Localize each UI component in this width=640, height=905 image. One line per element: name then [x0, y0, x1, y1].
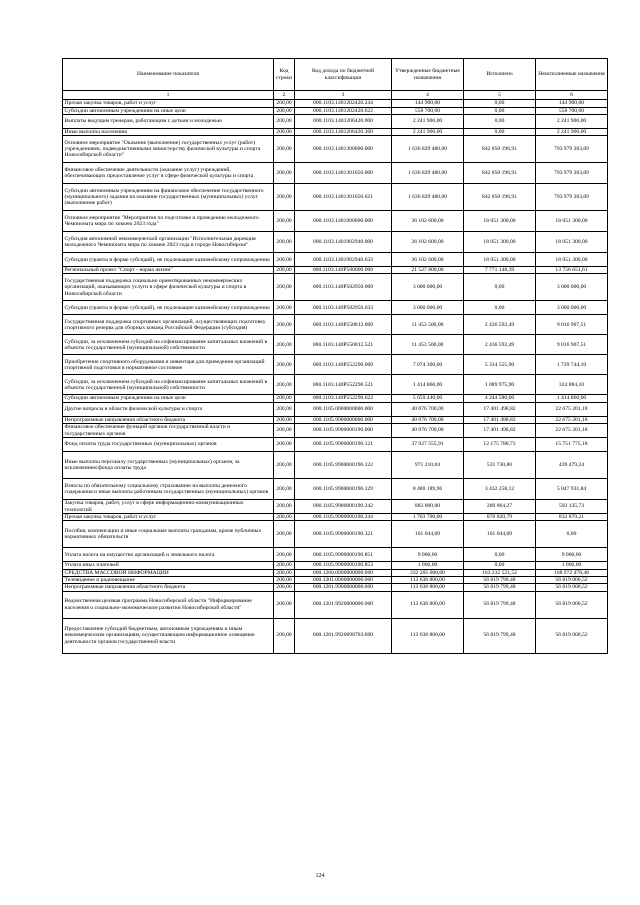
row-unexecuted: 18 051 300,00 — [536, 253, 608, 267]
row-approved: 37 927 555,91 — [392, 438, 464, 452]
row-line-code: 200,00 — [274, 274, 295, 301]
row-approved: 1 636 829 480,00 — [392, 163, 464, 184]
row-approved: 11 453 500,00 — [392, 335, 464, 355]
budget-execution-table — [62, 58, 608, 654]
row-budget-code: 000.1201.9900000000.000 — [295, 584, 392, 591]
row-approved: 101 044,09 — [392, 521, 464, 548]
row-line-code: 200,00 — [274, 375, 295, 395]
row-executed: 842 850 196,91 — [464, 184, 536, 211]
row-line-code: 200,00 — [274, 402, 295, 416]
row-executed: 18 051 300,00 — [464, 253, 536, 267]
table-row — [63, 618, 608, 653]
row-line-code: 200,00 — [274, 184, 295, 211]
row-line-code: 200,00 — [274, 438, 295, 452]
row-approved: 144 900,00 — [392, 100, 464, 107]
row-unexecuted: 56 819 000,52 — [536, 584, 608, 591]
row-line-code: 200,00 — [274, 479, 295, 500]
row-line-code: 200,00 — [274, 618, 295, 653]
table-row — [63, 232, 608, 253]
row-budget-code: 000.1201.9920098703.000 — [295, 618, 392, 653]
row-name: Непрограммные направления областного бюджета — [63, 584, 274, 591]
table-body — [63, 100, 608, 653]
row-unexecuted: 1 739 744,10 — [536, 355, 608, 375]
row-executed: 5 334 555,90 — [464, 355, 536, 375]
row-executed: 289 864,27 — [464, 500, 536, 514]
column-number: 2 — [274, 91, 295, 100]
row-unexecuted: 558 700,00 — [536, 107, 608, 114]
row-executed: 18 051 300,00 — [464, 211, 536, 232]
row-executed: 17 401 498,82 — [464, 424, 536, 438]
row-executed: 2 436 592,49 — [464, 335, 536, 355]
row-executed: 56 819 799,48 — [464, 576, 536, 583]
table-row — [63, 253, 608, 267]
row-name: Прочая закупка товаров, работ и услуг — [63, 100, 274, 107]
table-row — [63, 274, 608, 301]
column-number: 5 — [464, 91, 536, 100]
row-unexecuted: 793 979 283,09 — [536, 184, 608, 211]
row-executed: 56 819 799,48 — [464, 618, 536, 653]
row-approved: 36 102 600,00 — [392, 211, 464, 232]
row-budget-code: 000.1105.9900000190.851 — [295, 548, 392, 562]
row-budget-code: 000.1103.140P552290.000 — [295, 355, 392, 375]
row-unexecuted: 0,00 — [536, 521, 608, 548]
row-name: Закупка товаров, работ, услуг в сфере информационно-коммуникационных технологий — [63, 500, 274, 514]
table-row — [63, 452, 608, 479]
row-line-code: 200,00 — [274, 163, 295, 184]
row-line-code: 200,00 — [274, 562, 295, 569]
row-name: Пособия, компенсации и иные социальные выплаты гражданам, кроме публичных нормативных обязательств — [63, 521, 274, 548]
row-line-code: 200,00 — [274, 395, 295, 402]
row-name: Другие вопросы в области физической культуры и спорта — [63, 402, 274, 416]
row-budget-code: 000.1103.1401202420.244 — [295, 100, 392, 107]
column-number: 4 — [392, 91, 464, 100]
row-executed: 1 089 975,90 — [464, 375, 536, 395]
row-budget-code: 000.1105.9900000190.853 — [295, 562, 392, 569]
row-approved: 5 659 440,00 — [392, 395, 464, 402]
row-approved: 3 000 000,00 — [392, 301, 464, 315]
row-budget-code: 000.1105.9900000000.000 — [295, 416, 392, 423]
row-line-code: 200,00 — [274, 232, 295, 253]
row-unexecuted: 793 979 283,09 — [536, 163, 608, 184]
row-budget-code: 000.1103.140P550812.521 — [295, 335, 392, 355]
table-row — [63, 500, 608, 514]
row-approved: 9 000,00 — [392, 548, 464, 562]
row-budget-code: 000.1103.140P502950.633 — [295, 301, 392, 315]
table-row — [63, 163, 608, 184]
row-approved: 1 703 700,00 — [392, 514, 464, 521]
row-executed: 18 051 300,00 — [464, 232, 536, 253]
row-unexecuted: 22 675 201,18 — [536, 402, 608, 416]
row-unexecuted: 22 675 201,18 — [536, 424, 608, 438]
row-approved: 40 076 700,00 — [392, 416, 464, 423]
page-number: 124 — [315, 873, 325, 879]
row-line-code: 200,00 — [274, 514, 295, 521]
row-budget-code: 000.1103.140P552290.622 — [295, 395, 392, 402]
table-row — [63, 211, 608, 232]
column-number: 1 — [63, 91, 274, 100]
header-budget-code: Код дохода по бюджетной классификации — [295, 59, 392, 91]
row-executed: 0,00 — [464, 107, 536, 114]
table-row — [63, 416, 608, 423]
row-approved: 1 636 829 480,00 — [392, 136, 464, 163]
table-row — [63, 114, 608, 128]
table-row — [63, 375, 608, 395]
table-row — [63, 514, 608, 521]
table-row — [63, 267, 608, 274]
table-row — [63, 100, 608, 107]
row-unexecuted: 793 979 283,09 — [536, 136, 608, 163]
row-budget-code: 000.1103.140P502950.000 — [295, 274, 392, 301]
row-line-code: 200,00 — [274, 521, 295, 548]
row-line-code: 200,00 — [274, 591, 295, 618]
table-row — [63, 355, 608, 375]
row-approved: 3 000 000,00 — [392, 274, 464, 301]
row-unexecuted: 1 414 860,00 — [536, 395, 608, 402]
row-name: СРЕДСТВА МАССОВОЙ ИНФОРМАЦИИ — [63, 569, 274, 576]
table-row — [63, 576, 608, 583]
row-name: Взносы по обязательному социальному страхованию на выплаты денежного содержания и иные выплаты работникам государственных (муниципальных) органов — [63, 479, 274, 500]
table-row — [63, 569, 608, 576]
row-executed: 101 044,09 — [464, 521, 536, 548]
row-approved: 7 074 300,00 — [392, 355, 464, 375]
row-line-code: 200,00 — [274, 548, 295, 562]
row-name: Ведомственная целевая программа Новосибирской области "Информирование населения о социально-экономическом развитии Новосибирской области" — [63, 591, 274, 618]
row-name: Телевидение и радиовещание — [63, 576, 274, 583]
row-budget-code: 000.1105.9900000190.122 — [295, 452, 392, 479]
row-executed: 0,00 — [464, 301, 536, 315]
table-row — [63, 184, 608, 211]
row-name: Государственная поддержка спортивных организаций, осуществляющих подготовку спортивного резерва для сборных команд Российской Федерации (субсидия) — [63, 315, 274, 335]
row-executed: 163 232 521,52 — [464, 569, 536, 576]
column-number: 6 — [536, 91, 608, 100]
row-budget-code: 000.1105.9900000190.129 — [295, 479, 392, 500]
row-line-code: 200,00 — [274, 114, 295, 128]
row-budget-code: 000.1103.1401206420.360 — [295, 128, 392, 135]
row-budget-code: 000.1103.1401202420.622 — [295, 107, 392, 114]
row-unexecuted: 15 751 775,18 — [536, 438, 608, 452]
header-approved: Утвержденные бюджетные назначения — [392, 59, 464, 91]
row-approved: 1 414 860,00 — [392, 375, 464, 395]
row-approved: 36 102 600,00 — [392, 253, 464, 267]
row-executed: 531 730,80 — [464, 452, 536, 479]
row-line-code: 200,00 — [274, 424, 295, 438]
row-approved: 11 453 500,00 — [392, 315, 464, 335]
row-name: Финансовое обеспечение функций органов государственной власти и государственных органов — [63, 424, 274, 438]
table-row — [63, 438, 608, 452]
row-name: Предоставление субсидий бюджетным, автономным учреждениям и иным некоммерческим организациям, осуществляющим информационное освещение деятельности органов государственной власти — [63, 618, 274, 653]
row-budget-code: 000.1105.9900000190.121 — [295, 438, 392, 452]
row-executed: 0,00 — [464, 128, 536, 135]
row-executed: 0,00 — [464, 548, 536, 562]
row-unexecuted: 5 047 931,84 — [536, 479, 608, 500]
row-budget-code: 000.1105.9900000190.242 — [295, 500, 392, 514]
row-executed: 0,00 — [464, 562, 536, 569]
row-unexecuted: 56 819 000,52 — [536, 576, 608, 583]
row-name: Уплата налога на имущество организаций и земельного налога — [63, 548, 274, 562]
row-executed: 17 401 498,82 — [464, 416, 536, 423]
row-name: Субсидия автономной некоммерческой организации "Исполнительная дирекция молодежного Чемпионата мира по хоккею 2023 года в городе Новосибирске" — [63, 232, 274, 253]
column-number: 3 — [295, 91, 392, 100]
row-executed: 870 820,79 — [464, 514, 536, 521]
table-row — [63, 548, 608, 562]
row-approved: 113 638 800,00 — [392, 591, 464, 618]
row-unexecuted: 56 819 000,52 — [536, 591, 608, 618]
row-approved: 40 076 700,00 — [392, 424, 464, 438]
row-approved: 332 205 000,00 — [392, 569, 464, 576]
row-unexecuted: 832 879,21 — [536, 514, 608, 521]
row-budget-code: 000.1105.0000000000.000 — [295, 402, 392, 416]
row-line-code: 200,00 — [274, 267, 295, 274]
row-budget-code: 000.1103.1401206420.000 — [295, 114, 392, 128]
table-row — [63, 424, 608, 438]
row-budget-code: 000.1103.140P552290.521 — [295, 375, 392, 395]
row-approved: 8 480 189,96 — [392, 479, 464, 500]
row-unexecuted: 56 819 000,52 — [536, 618, 608, 653]
row-budget-code: 000.1105.9900000190.000 — [295, 424, 392, 438]
row-budget-code: 000.1103.1401900000.000 — [295, 211, 392, 232]
row-executed: 17 401 498,82 — [464, 402, 536, 416]
row-unexecuted: 2 241 900,00 — [536, 128, 608, 135]
row-name: Субсидии автономным учреждениям на иные цели — [63, 107, 274, 114]
row-name: Непрограммные направления областного бюджета — [63, 416, 274, 423]
row-unexecuted: 9 016 907,51 — [536, 335, 608, 355]
header-unexecuted: Неисполненные назначения — [536, 59, 608, 91]
row-executed: 0,00 — [464, 274, 536, 301]
row-budget-code: 000.1103.1401301050.621 — [295, 184, 392, 211]
row-approved: 21 527 800,00 — [392, 267, 464, 274]
table-row — [63, 301, 608, 315]
row-unexecuted: 439 479,24 — [536, 452, 608, 479]
row-line-code: 200,00 — [274, 107, 295, 114]
row-unexecuted: 18 051 300,00 — [536, 232, 608, 253]
row-budget-code: 000.1201.0000000000.000 — [295, 576, 392, 583]
row-name: Государственная поддержка социально ориентированных некоммерческих организаций, оказывающих услуги в сфере физической культуры и спорта в Новосибирской области — [63, 274, 274, 301]
row-approved: 36 102 600,00 — [392, 232, 464, 253]
row-executed: 56 819 799,48 — [464, 584, 536, 591]
row-executed: 12 175 780,73 — [464, 438, 536, 452]
row-budget-code: 000.1103.1401301050.000 — [295, 163, 392, 184]
row-name: Субсидии (гранты в форме субсидий), не подлежащие казначейскому сопровождению — [63, 301, 274, 315]
row-approved: 113 638 800,00 — [392, 584, 464, 591]
row-line-code: 200,00 — [274, 315, 295, 335]
row-name: Фонд оплаты труда государственных (муниципальных) органов — [63, 438, 274, 452]
row-line-code: 200,00 — [274, 452, 295, 479]
row-line-code: 200,00 — [274, 584, 295, 591]
row-unexecuted: 324 884,10 — [536, 375, 608, 395]
row-unexecuted: 18 051 300,00 — [536, 211, 608, 232]
row-line-code: 200,00 — [274, 500, 295, 514]
row-name: Субсидии автономным учреждениям на финансовое обеспечение государственного (муниципального) задания на оказание государственных (муниципальных) услуг (выполнение работ) — [63, 184, 274, 211]
table-row — [63, 315, 608, 335]
row-approved: 113 638 800,00 — [392, 618, 464, 653]
row-executed: 842 850 196,91 — [464, 163, 536, 184]
row-unexecuted: 593 135,73 — [536, 500, 608, 514]
row-executed: 56 819 799,48 — [464, 591, 536, 618]
row-line-code: 200,00 — [274, 576, 295, 583]
row-executed: 0,00 — [464, 114, 536, 128]
row-line-code: 200,00 — [274, 128, 295, 135]
row-name: Уплата иных платежей — [63, 562, 274, 569]
row-line-code: 200,00 — [274, 301, 295, 315]
row-unexecuted: 13 756 651,61 — [536, 267, 608, 274]
table-row — [63, 395, 608, 402]
row-unexecuted: 3 000 000,00 — [536, 274, 608, 301]
row-name: Иные выплаты персоналу государственных (муниципальных) органов, за исключением фонда оплаты труда — [63, 452, 274, 479]
row-line-code: 200,00 — [274, 355, 295, 375]
row-budget-code: 000.1105.9900000190.321 — [295, 521, 392, 548]
row-executed: 842 850 196,91 — [464, 136, 536, 163]
row-name: Прочая закупка товаров, работ и услуг — [63, 514, 274, 521]
row-approved: 971 210,04 — [392, 452, 464, 479]
table-row — [63, 584, 608, 591]
report-sheet — [62, 58, 608, 654]
row-executed: 2 436 592,49 — [464, 315, 536, 335]
row-name: Основное мероприятие "Мероприятия по подготовке и проведению молодежного Чемпионата мира по хоккею 2023 года" — [63, 211, 274, 232]
row-unexecuted: 3 000 000,00 — [536, 301, 608, 315]
row-executed: 3 432 258,12 — [464, 479, 536, 500]
row-unexecuted: 144 900,00 — [536, 100, 608, 107]
row-line-code: 200,00 — [274, 211, 295, 232]
header-row — [63, 59, 608, 91]
header-line-code: Код строки — [274, 59, 295, 91]
row-line-code: 200,00 — [274, 416, 295, 423]
table-row — [63, 479, 608, 500]
row-approved: 2 241 900,00 — [392, 128, 464, 135]
row-line-code: 200,00 — [274, 569, 295, 576]
header-indicator-name: Наименование показателя — [63, 59, 274, 91]
row-budget-code: 000.1201.9920000000.000 — [295, 591, 392, 618]
table-row — [63, 107, 608, 114]
row-name: Финансовое обеспечение деятельности (оказание услуг) учреждений, обеспечивающих предоставление услуг в сфере физической культуры и спорта — [63, 163, 274, 184]
row-line-code: 200,00 — [274, 253, 295, 267]
row-name: Иные выплаты населению — [63, 128, 274, 135]
table-row — [63, 335, 608, 355]
row-name: Основное мероприятие "Оказание (выполнение) государственных услуг (работ) учреждениями, подведомственными министерству физической культуры и спорта Новосибирской области" — [63, 136, 274, 163]
row-executed: 7 771 148,39 — [464, 267, 536, 274]
row-approved: 1 636 829 480,00 — [392, 184, 464, 211]
row-budget-code: 000.1200.0000000000.000 — [295, 569, 392, 576]
row-unexecuted: 1 000,00 — [536, 562, 608, 569]
row-approved: 40 076 700,00 — [392, 402, 464, 416]
row-unexecuted: 9 000,00 — [536, 548, 608, 562]
row-budget-code: 000.1103.140P500000.000 — [295, 267, 392, 274]
row-executed: 4 244 580,00 — [464, 395, 536, 402]
table-row — [63, 562, 608, 569]
row-unexecuted: 2 241 900,00 — [536, 114, 608, 128]
row-name: Региональный проект "Спорт - норма жизни" — [63, 267, 274, 274]
row-name: Субсидии автономным учреждениям на иные цели — [63, 395, 274, 402]
row-unexecuted: 9 016 907,51 — [536, 315, 608, 335]
table-row — [63, 591, 608, 618]
row-name: Субсидии, за исключением субсидий на софинансирование капитальных вложений в объекты государственной (муниципальной) собственности — [63, 335, 274, 355]
row-unexecuted: 168 972 478,48 — [536, 569, 608, 576]
row-line-code: 200,00 — [274, 100, 295, 107]
row-budget-code: 000.1103.140P550812.000 — [295, 315, 392, 335]
row-approved: 113 638 800,00 — [392, 576, 464, 583]
row-approved: 883 000,00 — [392, 500, 464, 514]
row-line-code: 200,00 — [274, 136, 295, 163]
table-row — [63, 136, 608, 163]
column-number-row — [63, 91, 608, 100]
table-row — [63, 402, 608, 416]
row-approved: 2 241 900,00 — [392, 114, 464, 128]
row-budget-code: 000.1103.1401902940.000 — [295, 232, 392, 253]
row-name: Приобретение спортивного оборудования и инвентаря для приведения организаций спортивной подготовки в нормативное состояние — [63, 355, 274, 375]
row-name: Субсидии (гранты в форме субсидий), не подлежащие казначейскому сопровождению — [63, 253, 274, 267]
row-budget-code: 000.1103.1401902940.633 — [295, 253, 392, 267]
row-line-code: 200,00 — [274, 335, 295, 355]
row-budget-code: 000.1103.1401300000.000 — [295, 136, 392, 163]
table-row — [63, 128, 608, 135]
table-row — [63, 521, 608, 548]
row-unexecuted: 22 675 201,18 — [536, 416, 608, 423]
row-approved: 1 000,00 — [392, 562, 464, 569]
row-name: Субсидии, за исключением субсидий на софинансирование капитальных вложений в объекты государственной (муниципальной) собственности — [63, 375, 274, 395]
row-budget-code: 000.1105.9900000190.244 — [295, 514, 392, 521]
header-executed: Исполнено — [464, 59, 536, 91]
row-executed: 0,00 — [464, 100, 536, 107]
row-approved: 558 700,00 — [392, 107, 464, 114]
row-name: Выплаты ведущим тренерам, работающим с детьми и молодежью — [63, 114, 274, 128]
